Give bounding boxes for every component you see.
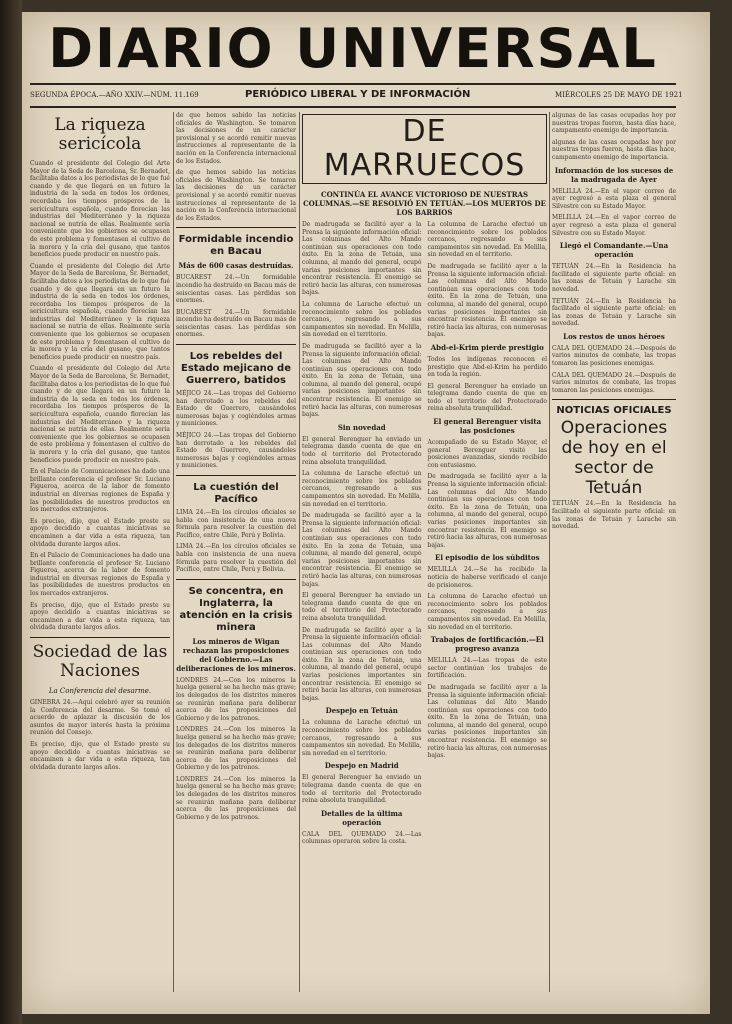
article-body: Es preciso, dijo, que el Estado preste su apoyo decidido a cuantas iniciativas se encaminen a dar vida a esta riqueza, tan olvidada durante largos años. <box>30 601 170 632</box>
article-body: Es preciso, dijo, que el Estado preste su apoyo decidido a cuantas iniciativas se encaminen a dar vida a esta riqueza, tan olvidada durante largos años. <box>30 741 170 771</box>
article-body: El general Berenguer ha enviado un telegrama dando cuenta de que en todo el territorio del Protectorado reina absoluta tranquilidad. <box>302 774 422 805</box>
article-body: El general Berenguer ha enviado un telegrama dando cuenta de que en todo el territorio del Protectorado reina absoluta tranquilidad. <box>302 592 422 622</box>
article-deck: CONTINÚA EL AVANCE VICTORIOSO DE NUESTRAS COLUMNAS.—SE RESOLVIÓ EN TETUÁN.—LOS MUERTOS DE LOS BARRIOS <box>303 190 546 217</box>
section-rule <box>176 227 296 228</box>
section-banner: DE MARRUECOS <box>302 114 547 184</box>
article-body: De madrugada se facilitó ayer a la Prensa la siguiente información oficial: Las columnas del Alto Mando continúan sus operaciones con todo éxito. En la zona de Tetuán, una columna, al mando del general, ocupó varias posiciones importantes sin encontrar resistencia. El enemigo se retiró hacia las alturas, con numerosas bajas. <box>427 683 547 760</box>
article-body: MÉJICO 24.—Las tropas del Gobierno han derrotado a los rebeldes del Estado de Guerrero, causándoles numerosas bajas y cogiéndoles armas y municiones. <box>176 432 296 470</box>
two-column-text <box>302 221 547 850</box>
article-headline: Los rebeldes del Estado mejicano de Guerrero, batidos <box>181 351 291 387</box>
article-body: La columna de Larache efectuó un reconocimiento sobre los poblados cercanos, regresando a sus campamentos sin novedad. En Melilla, sin novedad en el territorio. <box>427 221 547 259</box>
article-body: La columna de Larache efectuó un reconocimiento sobre los poblados cercanos, regresando a sus campamentos sin novedad. En Melilla, sin novedad en el territorio. <box>302 470 422 508</box>
article-body: CALA DEL QUEMADO 24.—Después de varios minutos de combate, las tropas tomaron las posiciones enemigas. <box>552 371 676 394</box>
article-body: En el Palacio de Comunicaciones ha dado una brillante conferencia el profesor Sr. Luciano Figueroa, acerca de la labor de fomento industrial en diversas regiones de España y las posibilidades de nuestros productos en los mercados extranjeros. <box>30 552 170 598</box>
article-subheadline: Los restos de unos héroes <box>563 331 665 341</box>
article-body: TETUÁN 24.—En la Residencia ha facilitado el siguiente parte oficial: en las zonas de Tetuán y Larache sin novedad. <box>552 500 676 531</box>
column-2 <box>176 112 296 997</box>
article-body: LIMA 24.—En los círculos oficiales se habla con insistencia de una nueva fórmula para resolver la cuestión del Pacífico, entre Chile, Perú y Bolivia. <box>176 543 296 574</box>
article-body: CALA DEL QUEMADO 24.—Después de varios minutos de combate, las tropas tomaron las posiciones enemigas. <box>552 344 676 368</box>
article-subheadline: Abd-el-Krim pierde prestigio <box>430 342 544 352</box>
article-body: LONDRES 24.—Con los mineros la huelga general se ha hecho más grave; los delegados de los distritos mineros se reunirán mañana para deliberar acerca de las proposiciones del Gobierno y de los patronos. <box>176 676 296 722</box>
article-body: MELILLA 24.—Las tropas de este sector continúan los trabajos de fortificación. <box>427 657 547 680</box>
article-subheadline: Más de 600 casas destruídas. <box>178 261 294 271</box>
article-body: El general Berenguer ha enviado un telegrama dando cuenta de que en todo el territorio del Protectorado reina absoluta tranquilidad. <box>427 382 547 413</box>
article-body: De madrugada se facilitó ayer a la Prensa la siguiente información oficial: Las columnas del Alto Mando continúan sus operaciones con todo éxito. En la zona de Tetuán, una columna, al mando del general, ocupó varias posiciones importantes sin encontrar resistencia. El enemigo se retiró hacia las alturas, con numerosas bajas. <box>427 262 547 339</box>
column-1 <box>30 112 170 997</box>
section-rule <box>30 637 170 638</box>
article-body: GINEBRA 24.—Aquí celebró ayer su reunión la Conferencia del desarme. Se tomó el acuerdo de aplazar la discusión de los asuntos de mayor interés hasta la próxima reunión del Consejo. <box>30 699 170 737</box>
edition-line: SEGUNDA ÉPOCA.—AÑO XXIV.—NÚM. 11.169 <box>30 91 199 99</box>
article-subheadline: Información de los sucesos de la madrugada de Ayer <box>554 165 674 184</box>
article-headline: Operaciones de hoy en el sector de Tetuán <box>560 418 668 499</box>
article-body: LONDRES 24.—Con los mineros la huelga general se ha hecho más grave; los delegados de los distritos mineros se reunirán mañana para deliberar acerca de las proposiciones del Gobierno y de los patronos. <box>176 775 296 821</box>
section-rule <box>176 475 296 476</box>
column-divider <box>549 112 550 992</box>
article-subheadline: El episodio de los súbditos <box>434 553 540 563</box>
article-body: MELILLA 24.—En el vapor correo de ayer regresó a esta plaza el general Silvestre con su Estado Mayor. <box>552 187 676 210</box>
article-body: De madrugada se facilitó ayer a la Prensa la siguiente información oficial: Las columnas del Alto Mando continúan sus operaciones con todo éxito. En la zona de Tetuán, una columna, al mando del general, ocupó varias posiciones importantes sin encontrar resistencia. El enemigo se retiró hacia las alturas, con numerosas bajas. <box>302 342 422 419</box>
article-body: Es preciso, dijo, que el Estado preste su apoyo decidido a cuantas iniciativas se encaminen a dar vida a esta riqueza, tan olvidada durante largos años. <box>30 517 170 548</box>
article-body: algunas de las casas ocupadas hoy por nuestras tropas fueron, hasta días hace, campamento enemigo de importancia. <box>552 138 676 161</box>
article-body: LIMA 24.—En los círculos oficiales se habla con insistencia de una nueva fórmula para resolver la cuestión del Pacífico, entre Chile, Perú y Bolivia. <box>176 509 296 539</box>
article-subheadline: Trabajos de fortificación.—El progreso avanza <box>430 635 544 654</box>
column-4 <box>552 112 676 997</box>
article-body: de que hemos sabido las noticias oficiales de Washington. Se tomaron las decisiones de un carácter provisional y se acordó remitir nuevas instrucciones al representante de la nación en la Conferencia internacional de los Estados. <box>176 169 296 222</box>
article-subheadline: El general Berenguer visita las posiciones <box>433 417 542 436</box>
page-binding-shadow <box>0 0 22 1024</box>
article-body: Cuando el presidente del Colegio del Arte Mayor de la Seda de Barcelona, Sr. Bernadet, facilitaba datos a los periodistas de lo que fué cuando y de que llegará en un futuro la industria de la seda en todos los órdenes, recordaba los tiempos prósperos de la sericicultura española, cuando florecían las industrias del Mediterráneo y la riqueza nacional se nutría de ellas. Realmente sería conveniente que los gobiernos se ocupasen de este problema y fomentasen el cultivo de la morera y la cría del gusano, que tantos beneficios puede producir en nuestro país. <box>30 160 170 259</box>
article-subheadline: Los mineros de Wigan rechazan las proposiciones del Gobierno.—Las deliberaciones de los mineros. <box>176 636 296 673</box>
article-body: MELILLA 24.—Se ha recibido la noticia de haberse verificado el canje de prisioneros. <box>427 566 547 589</box>
article-headline: Sociedad de las Naciones <box>32 642 168 682</box>
article-body: de que hemos sabido las noticias oficiales de Washington. Se tomaron las decisiones de un carácter provisional y se acordó remitir nuevas instrucciones al representante de la nación en la Conferencia internacional de los Estados. <box>176 112 296 165</box>
article-body: En el Palacio de Comunicaciones ha dado una brillante conferencia el profesor Sr. Luciano Figueroa, acerca de la labor de fomento industrial en diversas regiones de España y las posibilidades de nuestros productos en los mercados extranjeros. <box>30 468 170 514</box>
column-divider <box>173 112 174 992</box>
article-body: Acompañado de su Estado Mayor, el general Berenguer visitó las posiciones avanzadas, siendo recibido con entusiasmo. <box>427 439 547 469</box>
article-subheadline: Detalles de la última operación <box>321 808 403 827</box>
article-body: TETUÁN 24.—En la Residencia ha facilitado el siguiente parte oficial: en las zonas de Tetuán y Larache sin novedad. <box>552 297 676 328</box>
article-body: Todos los indígenas reconocen el prestigio que Abd-el-Krim ha perdido en toda la región. <box>427 355 547 379</box>
newspaper-masthead: DIARIO UNIVERSAL <box>48 17 658 80</box>
article-subheadline: La Conferencia del desarme. <box>48 687 152 696</box>
article-body: MÉJICO 24.—Las tropas del Gobierno han derrotado a los rebeldes del Estado de Guerrero, causándoles numerosas bajas y cogiéndoles armas y municiones. <box>176 390 296 428</box>
article-body: De madrugada se facilitó ayer a la Prensa la siguiente información oficial: Las columnas del Alto Mando continúan sus operaciones con todo éxito. En la zona de Tetuán, una columna, al mando del general, ocupó varias posiciones importantes sin encontrar resistencia. El enemigo se retiró hacia las alturas, con numerosas bajas. <box>302 626 422 702</box>
newspaper-subtitle: PERIÓDICO LIBERAL Y DE INFORMACIÓN <box>245 89 471 100</box>
article-body: De madrugada se facilitó ayer a la Prensa la siguiente información oficial: Las columnas del Alto Mando continúan sus operaciones con todo éxito. En la zona de Tetuán, una columna, al mando del general, ocupó varias posiciones importantes sin encontrar resistencia. El enemigo se retiró hacia las alturas, con numerosas bajas. <box>427 473 547 549</box>
article-subheadline: Llegó el Comandante.—Una operación <box>559 241 669 260</box>
article-body: Cuando el presidente del Colegio del Arte Mayor de la Seda de Barcelona, Sr. Bernadet, facilitaba datos a los periodistas de lo que fué cuando y de que llegará en un futuro la industria de la seda en todos los órdenes, recordaba los tiempos prósperos de la sericicultura española, cuando florecían las industrias del Mediterráneo y la riqueza nacional se nutría de ellas. Realmente sería conveniente que los gobiernos se ocupasen de este problema y fomentasen el cultivo de la morera y la cría del gusano, que tantos beneficios puede producir en nuestro país. <box>30 262 170 361</box>
article-body: LONDRES 24.—Con los mineros la huelga general se ha hecho más grave; los delegados de los distritos mineros se reunirán mañana para deliberar acerca de las proposiciones del Gobierno y de los patronos. <box>176 726 296 772</box>
article-body: TETUÁN 24.—En la Residencia ha facilitado el siguiente parte oficial: en las zonas de Tetuán y Larache sin novedad. <box>552 263 676 293</box>
article-body: De madrugada se facilitó ayer a la Prensa la siguiente información oficial: Las columnas del Alto Mando continúan sus operaciones con todo éxito. En la zona de Tetuán, una columna, al mando del general, ocupó varias posiciones importantes sin encontrar resistencia. El enemigo se retiró hacia las alturas, con numerosas bajas. <box>302 512 422 588</box>
masthead-rule-top <box>30 83 676 85</box>
article-body: De madrugada se facilitó ayer a la Prensa la siguiente información oficial: Las columnas del Alto Mando continúan sus operaciones con todo éxito. En la zona de Tetuán, una columna, al mando del general, ocupó varias posiciones importantes sin encontrar resistencia. El enemigo se retiró hacia las alturas, con numerosas bajas. <box>302 221 422 297</box>
section-label: NOTICIAS OFICIALES <box>556 405 672 417</box>
issue-date: MIÉRCOLES 25 DE MAYO DE 1921 <box>555 91 683 99</box>
article-body: CALA DEL QUEMADO 24.—Las columnas operaron sobre la costa. <box>302 830 422 846</box>
subcolumn-right <box>428 221 548 850</box>
article-body: algunas de las casas ocupadas hoy por nuestras tropas fueron, hasta días hace, campamento enemigo de importancia. <box>552 112 676 135</box>
article-body: Cuando el presidente del Colegio del Arte Mayor de la Seda de Barcelona, Sr. Bernadet, facilitaba datos a los periodistas de lo que fué cuando y de que llegará en un futuro la industria de la seda en todos los órdenes, recordaba los tiempos prósperos de la sericicultura española, cuando florecían las industrias del Mediterráneo y la riqueza nacional se nutría de ellas. Realmente sería conveniente que los gobiernos se ocupasen de este problema y fomentasen el cultivo de la morera y la cría del gusano, que tantos beneficios puede producir en nuestro país. <box>30 365 170 464</box>
column-3 <box>302 112 547 997</box>
section-rule <box>176 579 296 580</box>
article-body: La columna de Larache efectuó un reconocimiento sobre los poblados cercanos, regresando a sus campamentos sin novedad. En Melilla, sin novedad en el territorio. <box>302 719 422 757</box>
section-rule <box>176 344 296 345</box>
masthead-rule-bottom <box>30 106 676 108</box>
article-headline: La riqueza sericícola <box>54 115 146 154</box>
column-divider <box>299 112 300 992</box>
article-headline: La cuestión del Pacífico <box>193 482 279 505</box>
article-body: MELILLA 24.—En el vapor correo de ayer regresó a esta plaza el general Silvestre con su Estado Mayor. <box>552 214 676 237</box>
article-body: La columna de Larache efectuó un reconocimiento sobre los poblados cercanos, regresando a sus campamentos sin novedad. En Melilla, sin novedad en el territorio. <box>302 300 422 339</box>
article-subheadline: Despejo en Madrid <box>324 761 399 771</box>
subcolumn-left <box>302 221 422 850</box>
section-rule <box>552 399 676 400</box>
article-body: BUCAREST 24.—Un formidable incendio ha destruído en Bacau más de seiscientas casas. Las pérdidas son enormes. <box>176 274 296 305</box>
article-headline: Se concentra, en Inglaterra, la atención en la crisis minera <box>179 585 293 633</box>
article-headline: Formidable incendio en Bacau <box>178 234 294 258</box>
article-body: La columna de Larache efectuó un reconocimiento sobre los poblados cercanos, regresando a sus campamentos sin novedad. En Melilla, sin novedad en el territorio. <box>427 593 547 631</box>
article-body: El general Berenguer ha enviado un telegrama dando cuenta de que en todo el territorio del Protectorado reina absoluta tranquilidad. <box>302 435 422 466</box>
article-body: BUCAREST 24.—Un formidable incendio ha destruído en Bacau más de seiscientas casas. Las pérdidas son enormes. <box>176 308 296 339</box>
article-subheadline: Despejo en Tetuán <box>325 706 398 716</box>
article-subheadline: Sin novedad <box>337 422 386 432</box>
